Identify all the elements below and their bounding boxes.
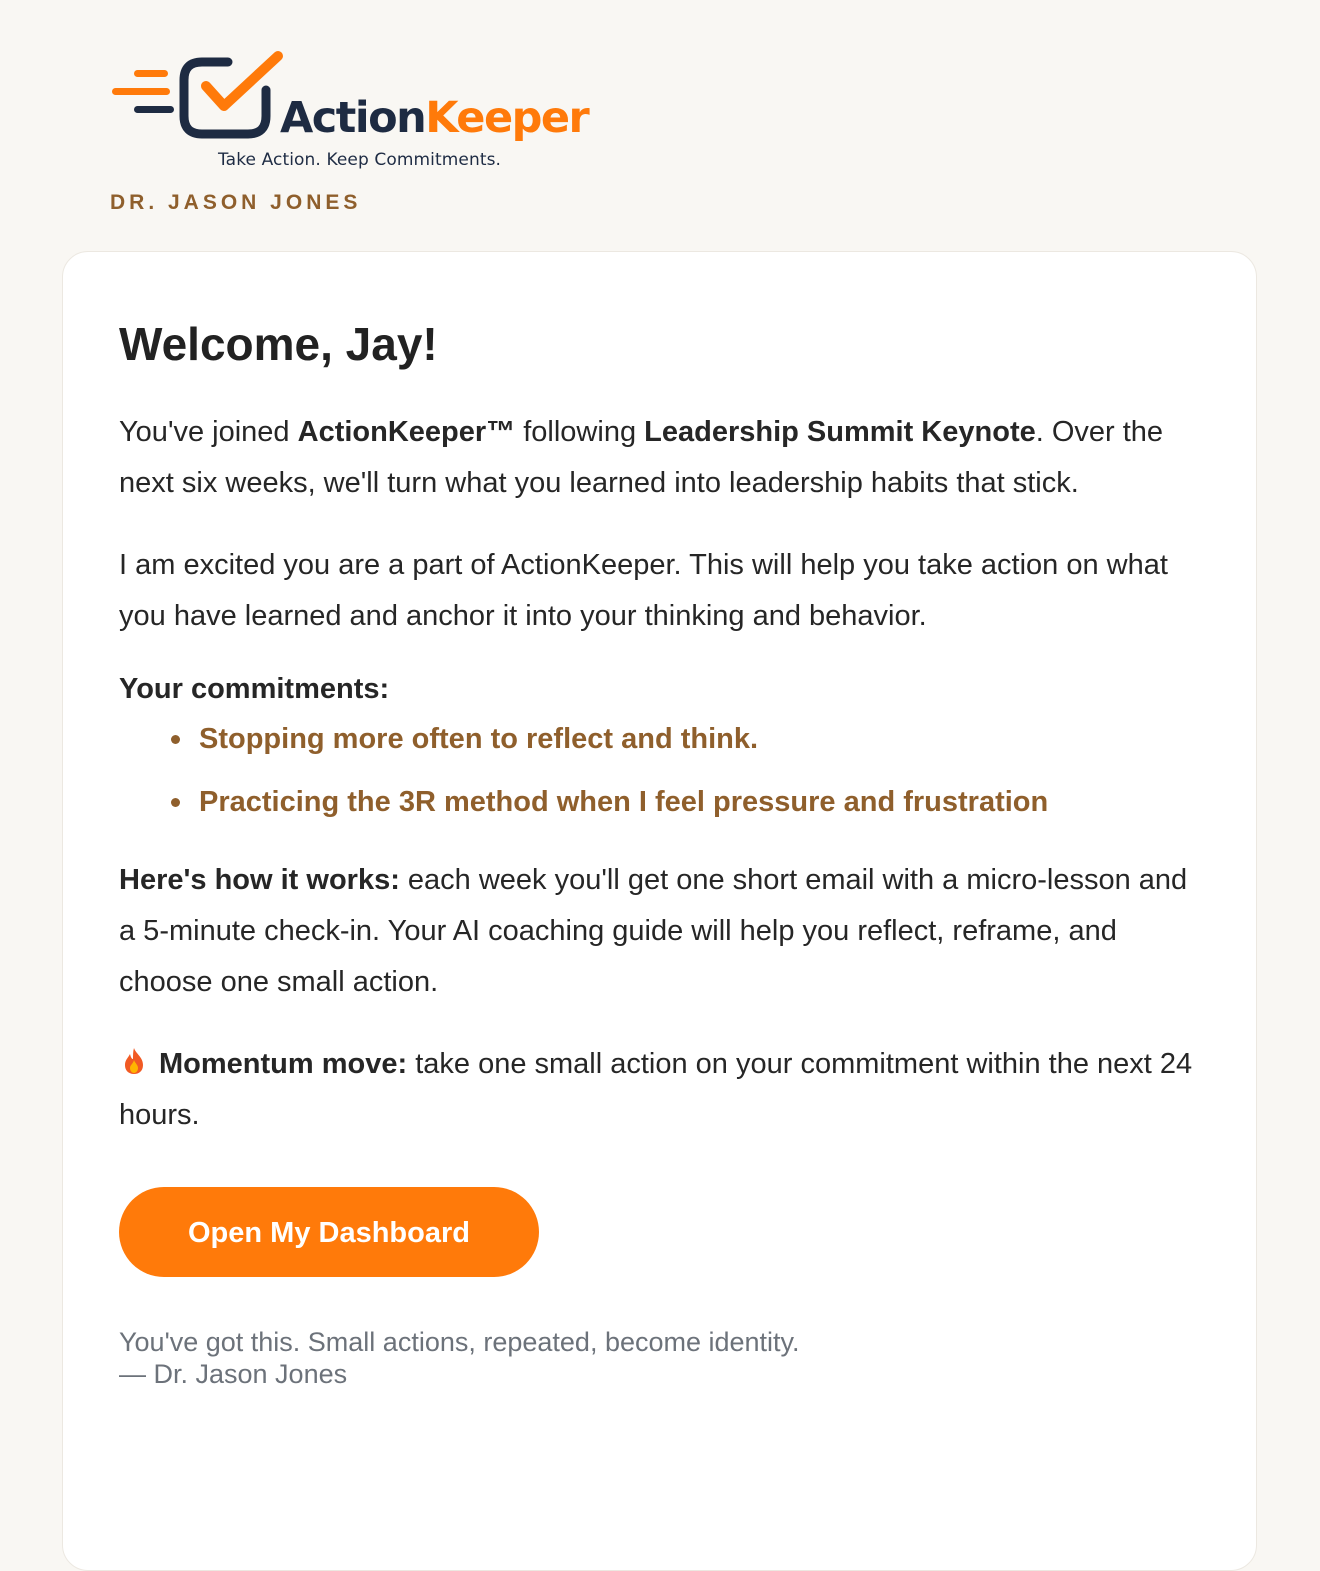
how-it-works-text: each week you'll get one short email with a micro-lesson and a 5-minute check-in. Your AI coaching guide will help you reflect, reframe, and choose one small action. (119, 864, 1188, 998)
intro-paragraph (119, 407, 1209, 509)
svg-text:ActionKeeper (280, 93, 591, 143)
commitments-list (119, 716, 1209, 825)
how-it-works-paragraph (119, 855, 1209, 1008)
commitment-text: Stopping more often to reflect and think. (199, 723, 759, 755)
momentum-label: Momentum move: (159, 1048, 408, 1080)
how-it-works-label: Here's how it works: (119, 864, 400, 896)
commitments-heading: Your commitments: (119, 673, 390, 705)
email-body (119, 314, 1209, 1390)
bullet-icon (171, 735, 180, 744)
speed-line-bottom (134, 106, 174, 113)
intro-text-3: . Over the next six weeks, we'll turn what you learned into leadership habits that stick. (119, 416, 1164, 499)
signoff (119, 1326, 1209, 1390)
commitment-item (199, 716, 1209, 762)
email-header (108, 48, 628, 228)
email-card (62, 251, 1257, 1571)
bullet-icon (171, 798, 180, 807)
speed-line-middle (112, 88, 170, 95)
intro-text-1: You've joined (119, 416, 298, 448)
commitment-text: Practicing the 3R method when I feel pressure and frustration (199, 786, 1049, 818)
logo-tagline: Take Action. Keep Commitments. (218, 150, 502, 170)
open-dashboard-button[interactable]: Open My Dashboard (119, 1187, 539, 1277)
commitment-item (199, 779, 1209, 825)
momentum-text: take one small action on your commitment within the next 24 hours. (119, 1048, 1193, 1131)
signoff-signature: — Dr. Jason Jones (119, 1359, 348, 1389)
logo-graphic (108, 48, 608, 148)
momentum-paragraph (119, 1039, 1209, 1141)
excited-paragraph: I am excited you are a part of ActionKeeper. This will help you take action on what you have learned and anchor it into your thinking and behavior. (119, 549, 1168, 632)
intro-event-name: Leadership Summit Keynote (644, 416, 1036, 448)
fire-icon (119, 1046, 149, 1076)
signoff-line: You've got this. Small actions, repeated, become identity. (119, 1327, 800, 1357)
intro-program-name: ActionKeeper™ (297, 416, 516, 448)
speed-line-top (134, 70, 168, 77)
greeting-heading: Welcome, Jay! (119, 318, 438, 370)
logo-word-keeper: Keeper (425, 93, 589, 143)
logo-word-action: Action (280, 93, 426, 143)
author-name: DR. JASON JONES (110, 191, 362, 214)
intro-text-2: following (515, 416, 645, 448)
